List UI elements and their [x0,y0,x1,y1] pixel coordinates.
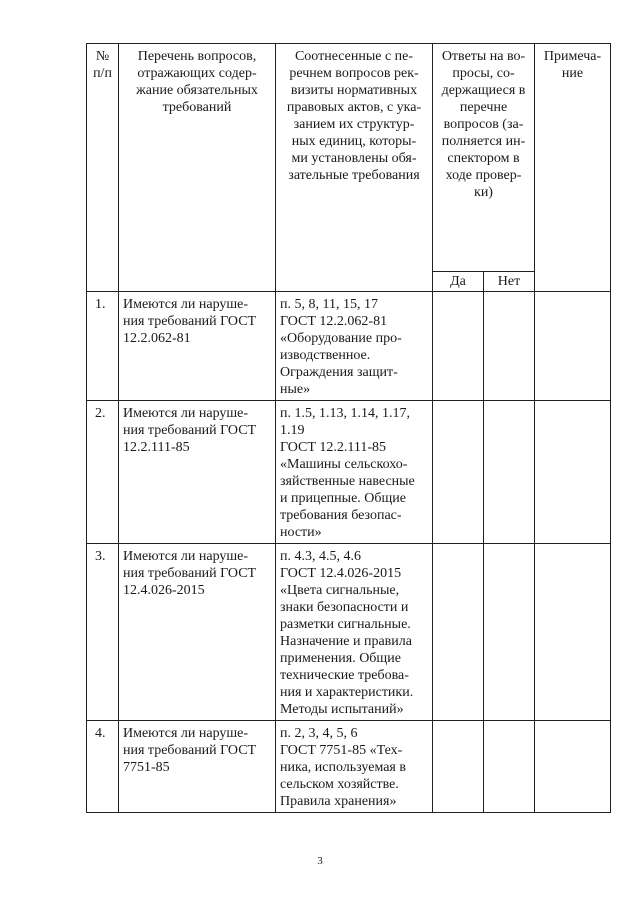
answer-yes-cell[interactable] [433,401,484,544]
row-question: Имеются ли нaруше- ния требований ГОСТ 12.4.026-2015 [119,544,276,721]
note-cell[interactable] [535,544,611,721]
answer-yes-cell[interactable] [433,721,484,813]
row-question: Имеются ли нaруше- ния требований ГОСТ 12.2.062-81 [119,292,276,401]
row-question: Имеются ли нaруше- ния требований ГОСТ 12.2.111-85 [119,401,276,544]
header-requisites: Соотнесенные с пе- речнем вопросов рек- визиты нормативных правовых актов, с ука- занием их структур- ных единиц, которы- ми установлены обя- зательные требования [276,44,433,292]
row-requisite: п. 1.5, 1.13, 1.14, 1.17, 1.19 ГОСТ 12.2.111-85 «Машины сельскохо- зяйственные навесные и прицепные. Общие требования безопас- ности» [276,401,433,544]
table-row [87,721,611,813]
answer-no-cell[interactable] [484,544,535,721]
header-row [87,44,611,272]
answer-yes-cell[interactable] [433,544,484,721]
header-number: № п/п [87,44,119,292]
table-row [87,292,611,401]
header-yes: Да [433,272,484,292]
table-row [87,544,611,721]
note-cell[interactable] [535,401,611,544]
row-requisite: п. 4.3, 4.5, 4.6 ГОСТ 12.4.026-2015 «Цвета сигнальные, знаки безопасности и разметки сигнальные. Назначение и правила применения. Общие технические требова- ния и характеристики. Методы испытаний» [276,544,433,721]
header-no: Нет [484,272,535,292]
header-answers: Ответы на во- просы, со- держащиеся в перечне вопросов (за- полняется ин- спектором в ходе провер- ки) [433,44,535,272]
row-number: 2. [87,401,119,544]
table-row [87,401,611,544]
note-cell[interactable] [535,292,611,401]
answer-no-cell[interactable] [484,401,535,544]
row-question: Имеются ли нaруше- ния требований ГОСТ 7751-85 [119,721,276,813]
answer-no-cell[interactable] [484,292,535,401]
row-number: 4. [87,721,119,813]
row-requisite: п. 2, 3, 4, 5, 6 ГОСТ 7751-85 «Тех- ника, используемая в сельском хозяйстве. Правила хранения» [276,721,433,813]
answer-yes-cell[interactable] [433,292,484,401]
header-questions: Перечень вопросов, отражающих содер- жание обязательных требований [119,44,276,292]
row-number: 1. [87,292,119,401]
page-number: 3 [317,855,323,867]
header-note: Примеча- ние [535,44,611,292]
answer-no-cell[interactable] [484,721,535,813]
row-requisite: п. 5, 8, 11, 15, 17 ГОСТ 12.2.062-81 «Оборудование про- изводственное. Ограждения защит- ные» [276,292,433,401]
note-cell[interactable] [535,721,611,813]
requirements-checklist-table [86,43,611,813]
row-number: 3. [87,544,119,721]
